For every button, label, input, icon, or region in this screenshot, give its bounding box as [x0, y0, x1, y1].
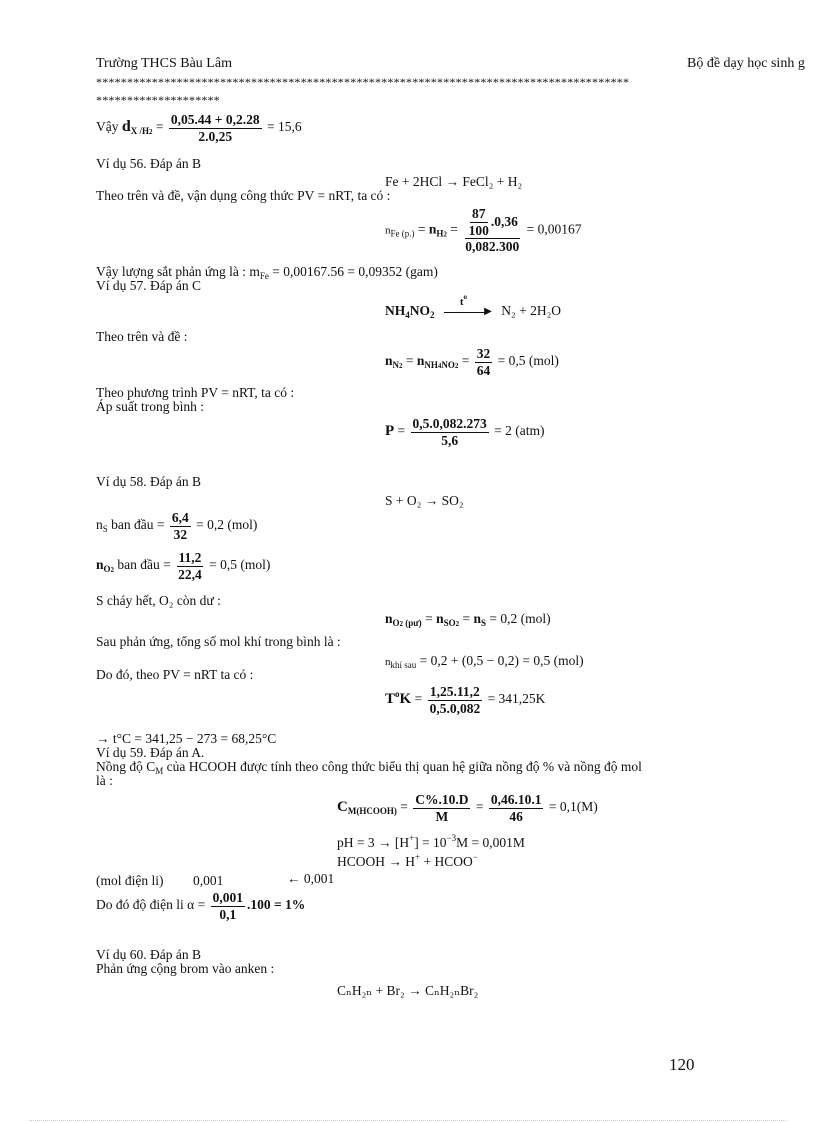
ex59-text-2: là :	[96, 773, 113, 788]
ex55-formula	[96, 112, 302, 144]
ex57-fraction	[475, 346, 493, 378]
ex57-n-nh-sub4: 2	[454, 362, 459, 371]
ex59-ph-a: pH = 3 → [H	[337, 835, 410, 850]
ex60-text-1: Phản ứng cộng brom vào anken :	[96, 961, 275, 976]
ex59-cm-result: = 0,1(M)	[548, 799, 598, 815]
ex58-title: Ví dụ 58. Đáp án B	[96, 474, 201, 489]
ex59-alpha-fraction	[211, 890, 245, 922]
ex55-result: = 15,6	[267, 119, 302, 135]
ex59-alpha-numerator: 0,001	[212, 890, 243, 905]
ex59-mol-label: (mol điện li)	[96, 873, 164, 888]
ex58-final: → t°C = 341,25 − 273 = 68,25°C	[96, 731, 277, 746]
ex57-text-2: Theo phương trình PV = nRT, ta có :	[96, 385, 295, 400]
ex58-no2-denominator: 22,4	[178, 566, 202, 582]
ex58-eqa-n: n	[385, 611, 393, 626]
ex57-reactant-mid: NO	[409, 303, 430, 318]
ex57-result: = 0,5 (mol)	[497, 353, 559, 369]
ex58-t-sup: o	[395, 689, 400, 700]
ex58-nkhi-sub: khí sau	[390, 660, 417, 670]
ex59-text-1a: Nồng độ C	[96, 759, 156, 774]
ex55-d: d	[121, 118, 131, 136]
ex59-mol-value-2: ← 0,001	[287, 871, 335, 886]
ex58-eqa-sub5: 2	[455, 620, 460, 628]
ex57-n-sub2: 2	[399, 362, 403, 371]
ex58-t-eq: =	[414, 691, 423, 707]
ex56-n-h2-sub: H	[436, 228, 444, 239]
ex57-reaction	[385, 293, 562, 321]
ex57-reactant-sub2: 2	[430, 310, 435, 320]
ex58-eqa-n2: n	[436, 611, 444, 626]
ex58-ns	[96, 510, 257, 542]
ex59-dis-sup2: −	[472, 852, 478, 862]
ex57-p-result: = 2 (atm)	[494, 423, 545, 439]
ex56-n-fe-sub: Fe (p.)	[390, 228, 415, 239]
ex59-cm-eq2: =	[475, 799, 484, 815]
ex55-numerator: 0,05.44 + 0,2.28	[170, 112, 260, 127]
ex59-cm-fraction-1	[413, 792, 470, 824]
ex57-reactant-sub1: 4	[405, 310, 410, 320]
header-book-title: Bộ đề dạy học sinh g	[687, 56, 805, 71]
ex59-cm-sub: M(HCOOH)	[347, 806, 397, 817]
ex58-no2-numerator: 11,2	[178, 550, 202, 565]
ex58-eqa-sub4: SO	[443, 618, 456, 628]
ex57-products: N₂ + 2H₂O	[501, 303, 562, 318]
ex58-nkhi	[385, 654, 584, 671]
ex59-cm-numerator-1: C%.10.D	[415, 792, 469, 807]
ex56-reaction: Fe + 2HCl → FeCl₂ + H₂	[385, 174, 523, 189]
ex58-reaction: S + O₂ → SO₂	[385, 493, 464, 508]
ex58-eqa-sub3: (pư)	[403, 618, 422, 628]
ex57-p-fraction	[411, 416, 489, 448]
ex59-text-1-sub: M	[155, 766, 164, 776]
ex55-d-sub: X /H	[130, 126, 150, 137]
ex59-cm-denominator-1: M	[435, 808, 449, 824]
ex59-alpha	[96, 890, 305, 922]
ex57-arrow-label-t: t	[459, 296, 464, 308]
ex55-vay: Vậy	[96, 119, 119, 135]
ex58-ns-fraction	[170, 510, 191, 542]
ex55-d-sub2: 2	[149, 128, 153, 137]
ex57-text-1: Theo trên và đề :	[96, 329, 188, 344]
ex56-eq1: =	[417, 221, 426, 237]
ex58-nkhi-label: n	[385, 656, 391, 668]
ex57-title: Ví dụ 57. Đáp án C	[96, 278, 201, 293]
ex60-reaction: CₙH₂ₙ + Br₂ → CₙH₂ₙBr₂	[337, 983, 479, 998]
ex56-numerator	[465, 206, 520, 239]
ex59-ph-b: ] = 10	[414, 835, 447, 850]
ex58-t-fraction	[428, 684, 483, 716]
ex58-no2-fraction	[176, 550, 204, 582]
ex58-no2-sub2: 2	[110, 566, 115, 575]
ex56-denominator: 0,082.300	[465, 239, 520, 255]
ex56-n-h2: n	[428, 221, 437, 237]
ex58-t-label: T	[385, 691, 396, 708]
ex57-n-nh: n	[416, 353, 425, 369]
ex58-eqa-sub6: S	[480, 618, 486, 628]
ex59-dissociation	[337, 853, 478, 870]
ex58-eqa-eq2: =	[462, 611, 471, 626]
ex57-eq2: =	[461, 353, 470, 369]
ex58-eqa-sub: O	[392, 618, 400, 628]
ex58-t-numerator: 1,25.11,2	[429, 684, 480, 699]
ex58-no2-result: = 0,5 (mol)	[209, 557, 271, 573]
ex58-t-denominator: 0,5.0,082	[429, 700, 481, 716]
ex56-n-fe: n	[385, 224, 391, 237]
ex59-dis-sup1: +	[415, 852, 421, 862]
ex56-fraction	[463, 206, 521, 255]
arrow-right-icon: ▶	[444, 307, 492, 317]
ex57-n-nh-sub3: NO	[441, 360, 455, 371]
header-stars-line-1: **************************************************************************************	[96, 75, 630, 89]
ex57-numerator: 32	[476, 346, 491, 361]
ex56-formula	[385, 206, 582, 255]
ex57-p-numerator: 0,5.0,082.273	[412, 416, 487, 431]
ex59-cm-eq: =	[400, 799, 408, 815]
ex58-ns-sub: S	[102, 524, 108, 535]
ex57-p-eq: =	[397, 423, 406, 439]
ex57-reactant: NH	[385, 303, 406, 318]
ex59-text-1	[96, 760, 642, 777]
ex56-text-1: Theo trên và đề, vận dụng công thức PV = nRT, ta có :	[96, 188, 391, 203]
ex56-text-2a: Vậy lượng sắt phản ứng là : m	[96, 264, 260, 279]
ex60-title: Ví dụ 60. Đáp án B	[96, 947, 201, 962]
ex57-formula-n	[385, 346, 559, 378]
ex59-dis-b: + HCOO	[420, 854, 473, 869]
ex59-cm-numerator-2: 0,46.10.1	[490, 792, 542, 807]
ex58-eqa-eq: =	[425, 611, 433, 626]
ex59-alpha-denominator: 0,1	[219, 906, 237, 922]
ex56-n-h2-sub2: 2	[443, 230, 447, 239]
ex58-t-k: K	[399, 691, 412, 708]
ex57-n-nh-sub: NH	[424, 360, 438, 371]
ex56-inner-fraction	[467, 206, 491, 238]
ex58-eqa-sub2: 2	[399, 620, 404, 628]
header-stars-line-2: ********************	[96, 93, 220, 107]
ex56-title: Ví dụ 56. Đáp án B	[96, 156, 201, 171]
ex59-dis-a: HCOOH → H	[337, 854, 416, 869]
ex57-text-3: Áp suất trong bình :	[96, 399, 204, 414]
ex55-eq: =	[155, 119, 164, 135]
page-bottom-divider	[30, 1120, 786, 1121]
ex59-ph-sup1: +	[409, 833, 415, 843]
ex58-ns-tail: ban đầu =	[107, 517, 165, 533]
ex56-inner-denominator: 100	[468, 222, 489, 238]
header-school: Trường THCS Bàu Lâm	[96, 56, 232, 71]
ex57-p: P	[385, 423, 395, 440]
ex58-nkhi-result: = 0,2 + (0,5 − 0,2) = 0,5 (mol)	[416, 653, 584, 668]
ex56-eq2: =	[450, 221, 458, 237]
ex58-eqa-result: = 0,2 (mol)	[489, 611, 551, 626]
ex58-text-3: Do đó, theo PV = nRT ta có :	[96, 667, 254, 682]
ex59-alpha-tail: .100 = 1%	[246, 897, 306, 913]
ex58-text-2: Sau phản ứng, tổng số mol khí trong bình là :	[96, 634, 341, 649]
ex58-t-result: = 341,25K	[487, 691, 546, 707]
ex58-ns-result: = 0,2 (mol)	[196, 517, 258, 533]
ex59-alpha-text: Do đó độ điện li α =	[96, 897, 206, 913]
ex58-eqa-n3: n	[473, 611, 481, 626]
ex58-ns-numerator: 6,4	[171, 510, 189, 525]
ex57-n: n	[385, 353, 393, 369]
ex57-arrow-label-sup: o	[463, 293, 468, 301]
ex57-denominator: 64	[476, 362, 491, 378]
ex59-ph	[337, 834, 525, 851]
ex55-fraction	[169, 112, 262, 144]
ex59-ph-sup2: −3	[446, 833, 457, 843]
ex56-inner-tail: .0,36	[490, 214, 518, 230]
ex56-result: = 0,00167	[526, 221, 582, 237]
ex59-ph-c: M = 0,001M	[456, 835, 525, 850]
ex59-cm: C	[337, 799, 348, 816]
ex56-inner-numerator: 87	[472, 206, 486, 221]
ex58-eq-a	[385, 612, 551, 629]
ex59-cm-fraction-2	[489, 792, 544, 824]
ex58-no2	[96, 550, 270, 582]
ex57-n-sub: N	[392, 360, 400, 371]
ex57-heat-arrow	[444, 293, 492, 319]
ex58-no2-sub: O	[103, 564, 111, 575]
ex56-text-2-sub: Fe	[259, 271, 269, 281]
ex57-eq1: =	[405, 353, 414, 369]
ex59-cm-denominator-2: 46	[509, 808, 523, 824]
ex56-text-2b: = 0,00167.56 = 0,09352 (gam)	[268, 264, 438, 279]
ex57-pressure	[385, 416, 545, 448]
page-number: 120	[669, 1055, 695, 1074]
ex57-p-denominator: 5,6	[441, 432, 459, 448]
ex55-denominator: 2.0,25	[198, 128, 233, 144]
ex58-no2-label: n	[96, 557, 104, 573]
ex58-ns-denominator: 32	[173, 526, 188, 542]
ex58-ns-label: n	[96, 517, 103, 533]
ex58-text-1: S cháy hết, O₂ còn dư :	[96, 593, 221, 608]
ex59-mol-value-1: 0,001	[193, 873, 224, 888]
ex59-title: Ví dụ 59. Đáp án A.	[96, 745, 205, 760]
ex59-concentration	[337, 792, 598, 824]
ex58-temperature	[385, 684, 545, 716]
ex59-text-1b: của HCOOH được tính theo công thức biểu thị quan hệ giữa nồng độ % và nồng độ mol	[163, 759, 642, 774]
ex57-n-nh-sub2: 4	[437, 362, 442, 371]
ex58-no2-tail: ban đầu =	[117, 557, 171, 573]
